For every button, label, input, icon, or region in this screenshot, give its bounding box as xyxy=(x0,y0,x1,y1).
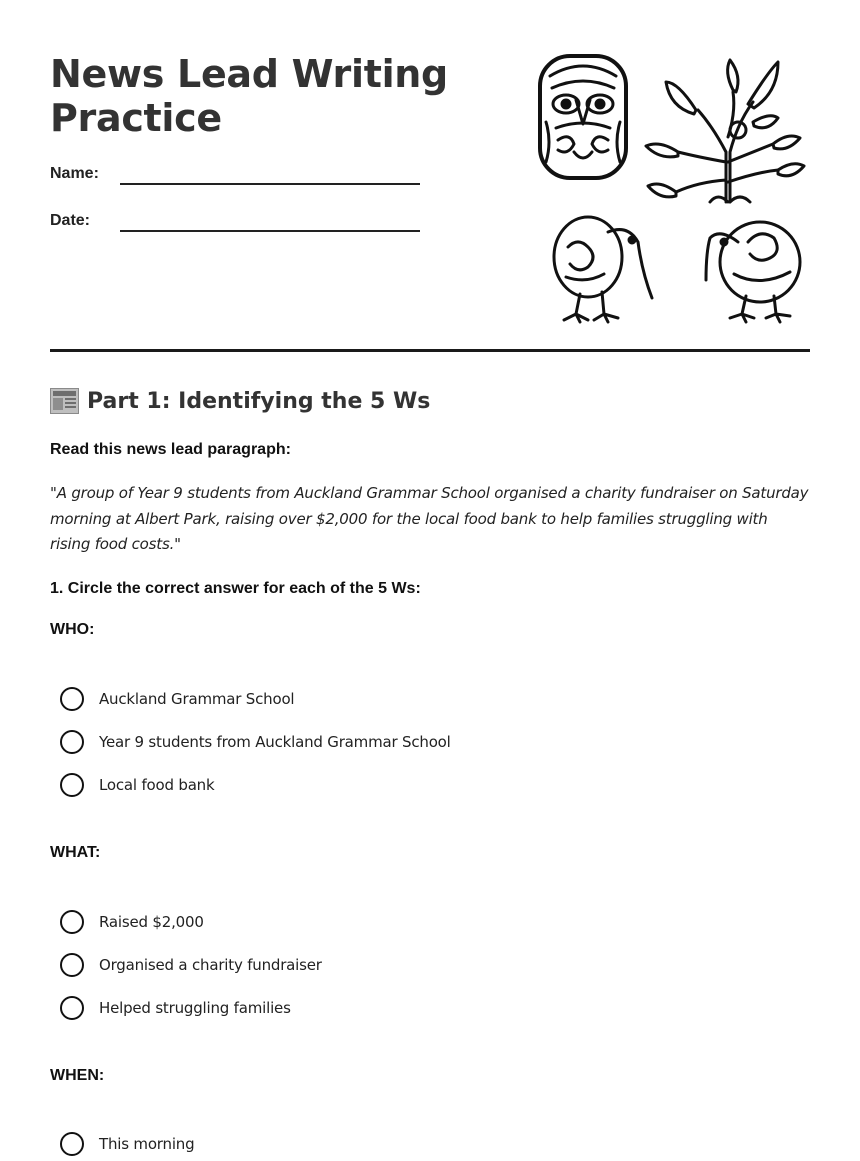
question-1: 1. Circle the correct answer for each of the 5 Ws: xyxy=(50,580,421,597)
option-text: Local food bank xyxy=(99,776,215,794)
what-option[interactable] xyxy=(60,995,291,1021)
newspaper-icon xyxy=(50,388,79,414)
option-text: This morning xyxy=(99,1135,195,1153)
date-field[interactable] xyxy=(50,212,420,242)
header-divider xyxy=(50,349,810,352)
radio-circle[interactable] xyxy=(60,687,84,711)
who-option[interactable] xyxy=(60,772,214,798)
option-text: Raised $2,000 xyxy=(99,913,204,931)
option-text: Auckland Grammar School xyxy=(99,690,295,708)
radio-circle[interactable] xyxy=(60,953,84,977)
date-writing-line[interactable] xyxy=(120,230,420,232)
tiki-mask-icon xyxy=(540,56,626,178)
name-label: Name: xyxy=(50,165,99,182)
tree-icon xyxy=(646,60,804,202)
read-instruction: Read this news lead paragraph: xyxy=(50,441,291,458)
part1-heading-text: Part 1: Identifying the 5 Ws xyxy=(87,388,431,414)
radio-circle[interactable] xyxy=(60,910,84,934)
what-option[interactable] xyxy=(60,952,322,978)
radio-circle[interactable] xyxy=(60,1132,84,1156)
what-label: WHAT: xyxy=(50,844,101,861)
maori-illustrations xyxy=(538,52,810,324)
what-option[interactable] xyxy=(60,909,204,935)
kiwi-bird-icon xyxy=(554,217,652,322)
radio-circle[interactable] xyxy=(60,773,84,797)
lead-paragraph: "A group of Year 9 students from Auckland Grammar School organised a charity fundraiser on Saturday morning at Albert Park, raising over $2,000 for the local food bank to help families struggling with rising food costs." xyxy=(50,484,809,553)
radio-circle[interactable] xyxy=(60,996,84,1020)
when-option[interactable] xyxy=(60,1131,194,1157)
worksheet-title: News Lead Writing Practice xyxy=(50,52,448,140)
when-label: WHEN: xyxy=(50,1067,105,1084)
name-writing-line[interactable] xyxy=(120,183,420,185)
part1-heading xyxy=(50,388,430,414)
option-text: Helped struggling families xyxy=(99,999,291,1017)
who-option[interactable] xyxy=(60,729,451,755)
date-label: Date: xyxy=(50,212,91,229)
name-field[interactable] xyxy=(50,165,420,195)
who-option[interactable] xyxy=(60,686,294,712)
option-text: Year 9 students from Auckland Grammar School xyxy=(99,733,451,751)
kiwi-bird-icon xyxy=(706,222,800,322)
who-label: WHO: xyxy=(50,621,95,638)
radio-circle[interactable] xyxy=(60,730,84,754)
option-text: Organised a charity fundraiser xyxy=(99,956,322,974)
